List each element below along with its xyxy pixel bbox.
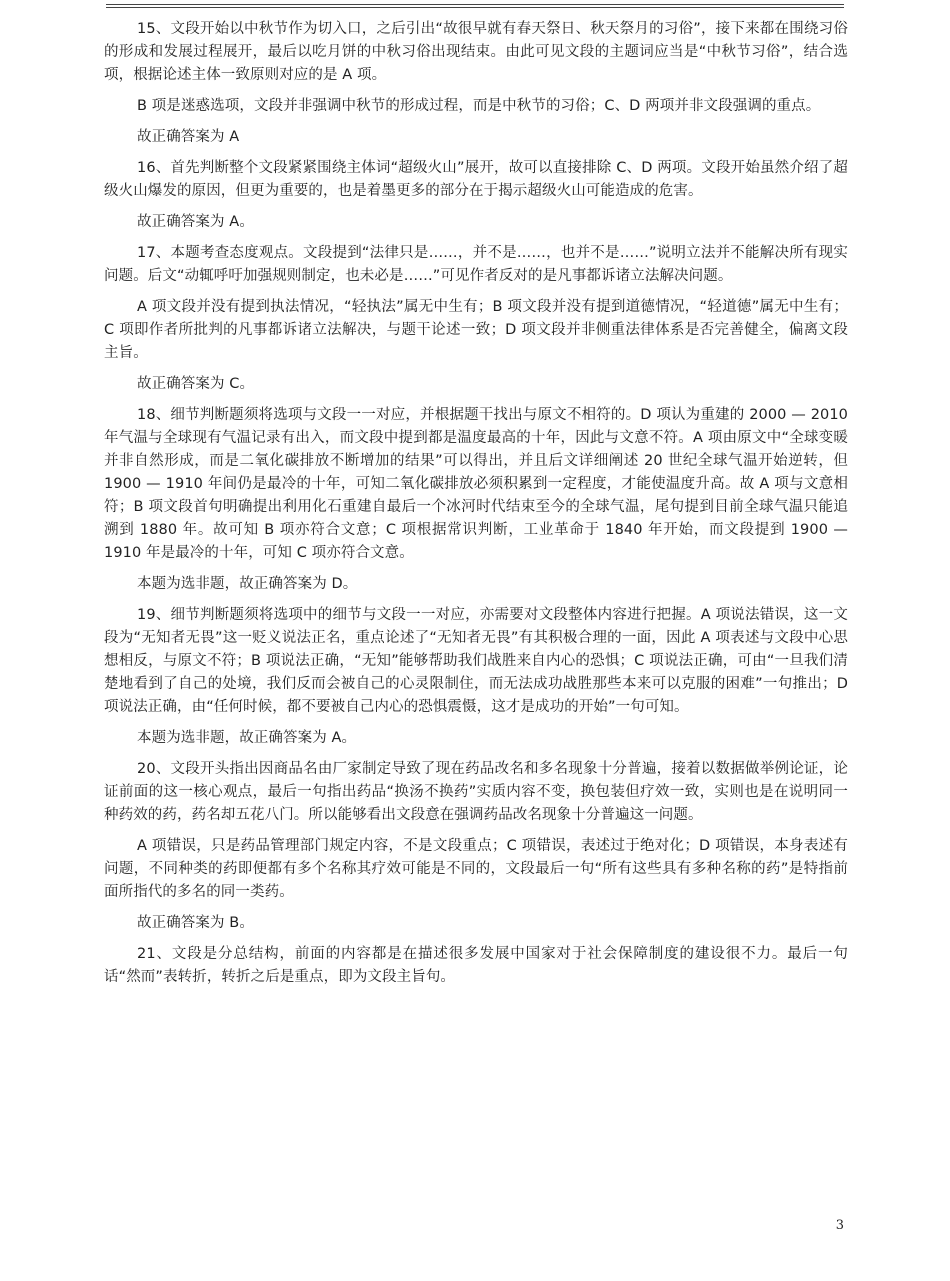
paragraph: 20、文段开头指出因商品名由厂家制定导致了现在药品改名和多名现象十分普遍，接着以数据做举例论证，论证前面的这一核心观点，最后一句指出药品“换汤不换药”实质内容不变，换包装但疗效一致，实则也是在说明同一种药效的药，药名却五花八门。所以能够看出文段意在强调药品改名现象十分普遍这一问题。 [104,761,848,823]
paragraph: 故正确答案为 B。 [137,915,254,931]
paragraph: 21、文段是分总结构，前面的内容都是在描述很多发展中国家对于社会保障制度的建设很不力。最后一句话“然而”表转折，转折之后是重点，即为文段主旨句。 [104,946,848,985]
paragraph: 17、本题考查态度观点。文段提到“法律只是……，并不是……，也并不是……”说明立法并不能解决所有现实问题。后文“动辄呼吁加强规则制定，也未必是……”可见作者反对的是凡事都诉诸立法解决问题。 [104,245,848,284]
paragraph: 故正确答案为 A [137,129,240,145]
paragraph: 故正确答案为 A。 [137,214,254,230]
document-body [104,18,848,997]
paragraph: 15、文段开始以中秋节作为切入口，之后引出“故很早就有春天祭日、秋天祭月的习俗”，接下来都在围绕习俗的形成和发展过程展开，最后以吃月饼的中秋习俗出现结束。由此可见文段的主题词应当是“中秋节习俗”，结合选项，根据论述主体一致原则对应的是 A 项。 [104,21,848,83]
paragraph: 16、首先判断整个文段紧紧围绕主体词“超级火山”展开，故可以直接排除 C、D 两项。文段开始虽然介绍了超级火山爆发的原因，但更为重要的，也是着墨更多的部分在于揭示超级火山可能造成的危害。 [104,160,848,199]
header-rule-inner [106,7,844,8]
paragraph: 本题为选非题，故正确答案为 D。 [137,576,358,592]
paragraph: B 项是迷惑选项，文段并非强调中秋节的形成过程，而是中秋节的习俗；C、D 两项并非文段强调的重点。 [137,98,821,114]
paragraph: 故正确答案为 C。 [137,376,255,392]
paragraph: 19、细节判断题须将选项中的细节与文段一一对应，亦需要对文段整体内容进行把握。A 项说法错误，这一文段为“无知者无畏”这一贬义说法正名，重点论述了“无知者无畏”有其积极合理的一面，因此 A 项表述与文段中心思想相反，与原文不符；B 项说法正确，“无知”能够帮助我们战胜来自内心的恐惧；C 项说法正确，可由“一旦我们清楚地看到了自己的处境，我们反而会被自己的心灵限制住，而无法成功战胜那些本来可以克服的困难”一句推出；D 项说法正确，由“任何时候，都不要被自己内心的恐惧震慑，这才是成功的开始”一句可知。 [104,607,848,715]
page-number: 3 [835,1218,844,1233]
paragraph: A 项错误，只是药品管理部门规定内容，不是文段重点；C 项错误，表述过于绝对化；D 项错误，本身表述有问题，不同种类的药即便都有多个名称其疗效可能是不同的，文段最后一句“所有这些具有多种名称的药”是特指前面所指代的多名的同一类药。 [104,838,848,900]
paragraph: 18、细节判断题须将选项与文段一一对应，并根据题干找出与原文不相符的。D 项认为重建的 2000 — 2010 年气温与全球现有气温记录有出入，而文段中提到都是温度最高的十年，因此与文意不符。A 项由原文中“全球变暖并非自然形成，而是二氧化碳排放不断增加的结果”可以得出，并且后文详细阐述 20 世纪全球气温开始逆转，但 1900 — 1910 年间仍是最冷的十年，可知二氧化碳排放必须积累到一定程度，才能使温度升高。故 A 项与文意相符；B 项文段首句明确提出利用化石重建自最后一个冰河时代结束至今的全球气温，尾句提到目前全球气温只能追溯到 1880 年。故可知 B 项亦符合文意；C 项根据常识判断，工业革命于 1840 年开始，而文段提到 1900 — 1910 年是最冷的十年，可知 C 项亦符合文意。 [104,407,848,561]
paragraph: A 项文段并没有提到执法情况，“轻执法”属无中生有；B 项文段并没有提到道德情况，“轻道德”属无中生有；C 项即作者所批判的凡事都诉诸立法解决，与题干论述一致；D 项文段并非侧重法律体系是否完善健全，偏离文段主旨。 [104,299,848,361]
header-rule [106,4,844,5]
paragraph: 本题为选非题，故正确答案为 A。 [137,730,357,746]
